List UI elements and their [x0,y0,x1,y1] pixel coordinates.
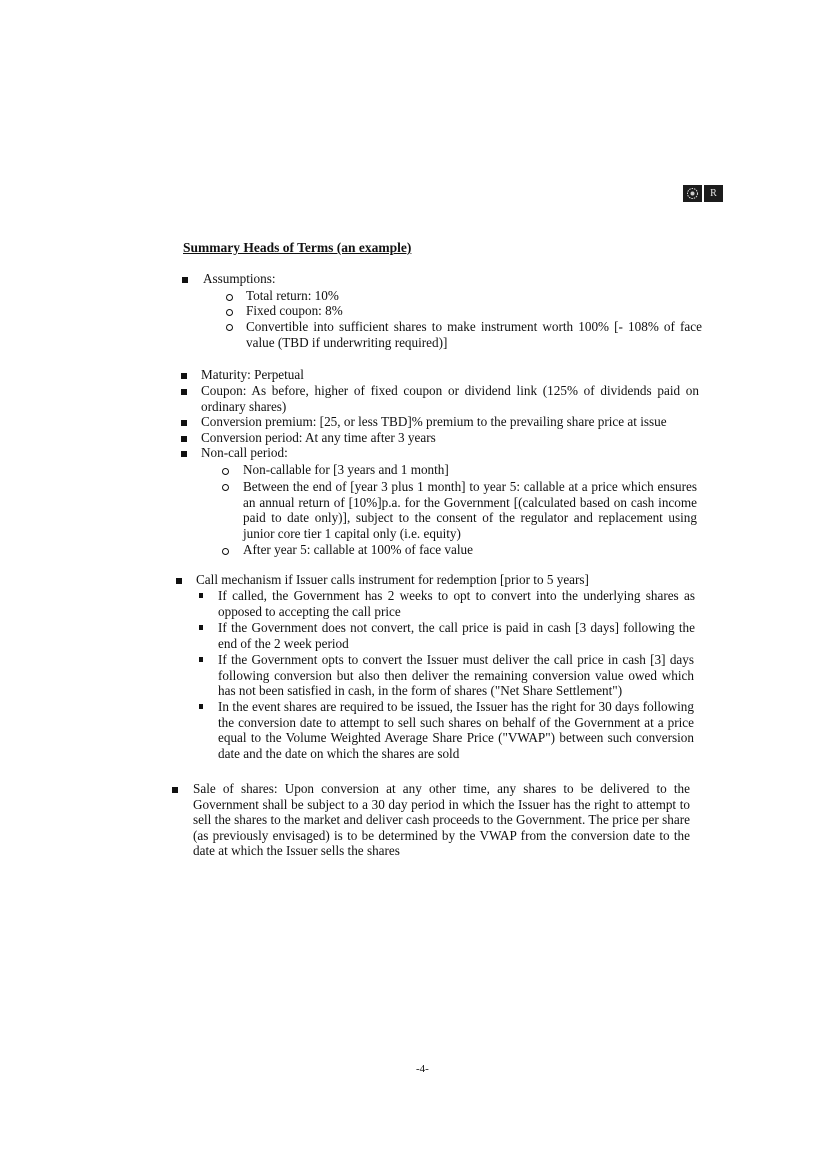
bullet-circle-icon [222,484,229,491]
term-item: Maturity: Perpetual [201,367,304,382]
assumption-item: Convertible into sufficient shares to make instrument worth 100% [- 108% of face value (TBD if underwriting required)] [246,319,702,350]
bullet-square-icon [181,373,187,379]
assumption-item: Fixed coupon: 8% [246,303,343,318]
non-call-item: Non-callable for [3 years and 1 month] [243,462,449,477]
term-item: Conversion period: At any time after 3 years [201,430,436,445]
bullet-square-icon [182,277,188,283]
bullet-square-icon [172,787,178,793]
call-mechanism-item: If called, the Government has 2 weeks to opt to convert into the underlying shares as opposed to accepting the call price [218,588,695,619]
term-item: Non-call period: [201,445,288,460]
call-mechanism-item: In the event shares are required to be issued, the Issuer has the right for 30 days following the conversion date to attempt to sell such shares on behalf of the Government at a price equal to the Volume Weighted Average Share Price ("VWAP") between such conversion date and the date on which the shares are sold [218,699,694,761]
bullet-square-icon [181,420,187,426]
bullet-square-icon [181,389,187,395]
bullet-square-icon [176,578,182,584]
bullet-small-icon [199,593,203,598]
bullet-circle-icon [226,309,233,316]
bullet-circle-icon [226,324,233,331]
bullet-square-icon [181,436,187,442]
bullet-circle-icon [222,468,229,475]
term-item: Conversion premium: [25, or less TBD]% premium to the prevailing share price at issue [201,414,667,429]
logo [683,185,723,202]
bullet-small-icon [199,625,203,630]
assumption-item: Total return: 10% [246,288,339,303]
coat-of-arms-icon [683,185,702,202]
call-mechanism-item: If the Government opts to convert the Issuer must deliver the call price in cash [3] days following conversion but also then deliver the remaining conversion value owed which has not been satisfied in cash, in the form of shares ("Net Share Settlement") [218,652,694,698]
bullet-circle-icon [226,294,233,301]
page-number: -4- [416,1063,429,1075]
assumptions-label: Assumptions: [203,271,276,286]
logo-letter: R [710,187,717,199]
bullet-circle-icon [222,548,229,555]
bullet-small-icon [199,704,203,709]
sale-of-shares-text: Sale of shares: Upon conversion at any other time, any shares to be delivered to the Government shall be subject to a 30 day period in which the Issuer has the right to attempt to sell the shares to the market and deliver cash proceeds to the Government. The price per share (as previously envisaged) is to be determined by the VWAP from the conversion date to the date at which the Issuer sells the shares [193,781,690,858]
non-call-item: After year 5: callable at 100% of face value [243,542,473,557]
logo-letter-box [704,185,723,202]
non-call-item: Between the end of [year 3 plus 1 month] to year 5: callable at a price which ensures an annual return of [10%]p.a. for the Government [(calculated based on cash income paid to date only)], subject to the consent of the regulator and replacement using junior core tier 1 capital only (i.e. equity) [243,479,697,541]
page-title: Summary Heads of Terms (an example) [183,240,412,255]
term-item: Coupon: As before, higher of fixed coupon or dividend link (125% of dividends paid on ordinary shares) [201,383,699,414]
call-mechanism-label: Call mechanism if Issuer calls instrument for redemption [prior to 5 years] [196,572,589,587]
bullet-square-icon [181,451,187,457]
bullet-small-icon [199,657,203,662]
call-mechanism-item: If the Government does not convert, the call price is paid in cash [3 days] following the end of the 2 week period [218,620,695,651]
